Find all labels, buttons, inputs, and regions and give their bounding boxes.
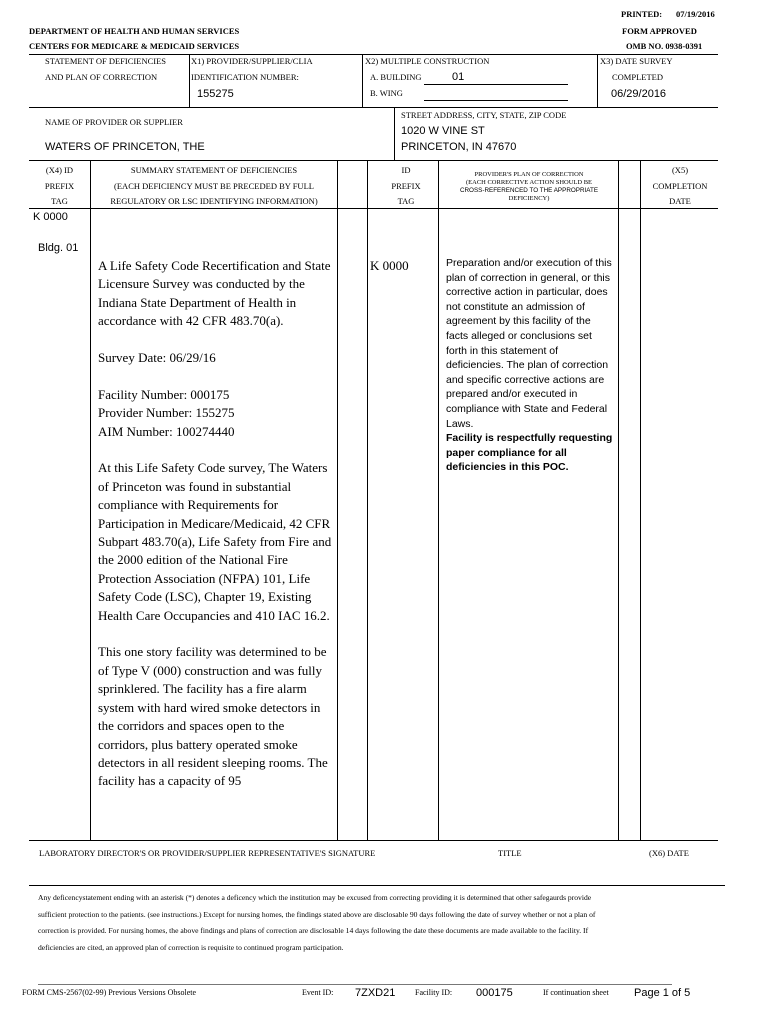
summary-header-2: (EACH DEFICIENCY MUST BE PRECEDED BY FULL xyxy=(114,181,314,191)
x4-header-2: PREFIX xyxy=(44,181,75,191)
provider-id-value: 155275 xyxy=(197,88,234,100)
page-number: Page 1 of 5 xyxy=(634,987,691,999)
poc-statement: Preparation and/or execution of this plan of correction in general, or this corrective action in particular, does not constitute an admission of agreement by this facility of the facts alleged or conclusions set forth in this statement of deficiencies. The plan of correction and specific corrective actions are prepared and/or executed in compliance with State and Federal Laws. xyxy=(446,257,612,430)
summary-header-1: SUMMARY STATEMENT OF DEFICIENCIES xyxy=(130,165,298,175)
provider-name: WATERS OF PRINCETON, THE xyxy=(45,141,205,153)
form-number: FORM CMS-2567(02-99) Previous Versions Obsolete xyxy=(22,988,197,997)
signature-bottom-border xyxy=(29,885,725,886)
x1-label-2: IDENTIFICATION NUMBER: xyxy=(191,72,299,82)
divider-address xyxy=(394,107,395,160)
form-approved: FORM APPROVED xyxy=(622,26,697,36)
statement-label-2: AND PLAN OF CORRECTION xyxy=(45,72,158,82)
poc-header-1: PROVIDER'S PLAN OF CORRECTION xyxy=(474,171,584,178)
building-underline xyxy=(424,84,568,85)
disclosure-footnote: Any deficencystatement ending with an asterisk (*) denotes a deficency which the institution may be excused from correcting providing it is determined that other safegaurds provide sufficient protection to the patients. (see instructions.) Except for nursing homes, the findings stated above are disclosable 90 days following the date of survey whether or not a plan of correction is provided. For nursing homes, the above findings and plans of correction are disclosable 14 days following the date these documents are made available to the facility. If deficiencies are cited, an approved plan of correction is requisite to continued program participation. xyxy=(38,893,596,952)
signature-label: LABORATORY DIRECTOR'S OR PROVIDER/SUPPLIER REPRESENTATIVE'S SIGNATURE xyxy=(39,848,376,858)
x3-label-1: X3) DATE SURVEY xyxy=(600,56,673,66)
date-label: (X6) DATE xyxy=(649,848,689,858)
id-header-3: TAG xyxy=(397,196,415,206)
col-divider-1 xyxy=(90,160,91,840)
table-bottom-border xyxy=(29,840,718,841)
facility-id-value: 000175 xyxy=(476,987,513,999)
col-divider-4 xyxy=(438,160,439,840)
omb-number: OMB NO. 0938-0391 xyxy=(626,41,703,51)
poc-header-3: CROSS-REFERENCED TO THE APPROPRIATE xyxy=(459,187,599,194)
tag-left: K 0000 xyxy=(33,211,68,223)
id-header-2: PREFIX xyxy=(391,181,421,191)
wing-underline xyxy=(424,100,568,101)
form-row-divider xyxy=(29,107,718,108)
id-header-1: ID xyxy=(401,165,411,175)
x4-header-3: TAG xyxy=(51,196,68,206)
x5-header-1: (X5) xyxy=(671,165,689,175)
paragraph-survey: A Life Safety Code Recertification and State Licensure Survey was conducted by the Indiana State Department of Health in accordance with 42 CFR 483.70(a). xyxy=(98,258,331,329)
building-number: Bldg. 01 xyxy=(38,242,79,254)
address-line-2: PRINCETON, IN 47670 xyxy=(401,141,517,153)
survey-date-value: 06/29/2016 xyxy=(611,88,667,100)
provider-number: Provider Number: 155275 xyxy=(98,405,235,421)
event-id-label: Event ID: xyxy=(302,988,334,997)
paragraph-compliance: At this Life Safety Code survey, The Waters of Princeton was found in substantial compliance with Requirements for Participation in Medicare/Medicaid, 42 CFR Subpart 483.70(a), Life Safety from Fire and the 2000 edition of the National Fire Protection Association (NFPA) 101, Life Safety Code (LSC), Chapter 19, Existing Health Care Occupancies and 410 IAC 16.2. xyxy=(98,460,332,623)
centers-title: CENTERS FOR MEDICARE & MEDICAID SERVICES xyxy=(29,41,240,51)
address-line-1: 1020 W VINE ST xyxy=(401,125,485,137)
wing-label: B. WING xyxy=(370,88,403,98)
continuation-label: If continuation sheet xyxy=(543,988,609,997)
poc-header-4: DEFICIENCY) xyxy=(508,195,550,202)
x3-label-2: COMPLETED xyxy=(612,72,663,82)
x4-header-1: (X4) ID xyxy=(45,165,74,175)
plan-of-correction xyxy=(446,256,614,475)
paragraph-construction: This one story facility was determined to be of Type V (000) construction and was fully sprinklered. The facility has a fire alarm system with hard wired smoke detectors in the corridors and spaces open to the corridors, plus battery operated smoke detectors in all resident sleeping rooms. The facility has a capacity of 95 xyxy=(98,644,328,789)
poc-header-2: (EACH CORRECTIVE ACTION SHOULD BE xyxy=(465,179,593,186)
aim-number: AIM Number: 100274440 xyxy=(98,423,235,439)
tag-right: K 0000 xyxy=(370,258,409,273)
paragraph-survey-date: Survey Date: 06/29/16 xyxy=(98,350,216,366)
col-divider-2 xyxy=(337,160,338,840)
x5-header-3: DATE xyxy=(669,196,691,206)
x1-label-1: X1) PROVIDER/SUPPLIER/CLIA xyxy=(191,56,313,66)
printed-label: PRINTED: xyxy=(621,9,663,19)
building-label: A. BUILDING xyxy=(370,72,422,82)
divider-x1 xyxy=(189,54,190,107)
printed-date: 07/19/2016 xyxy=(676,9,715,19)
address-label: STREET ADDRESS, CITY, STATE, ZIP CODE xyxy=(401,110,567,120)
col-divider-3 xyxy=(367,160,368,840)
facility-id-label: Facility ID: xyxy=(415,988,453,997)
summary-statement xyxy=(98,257,334,791)
building-value: 01 xyxy=(452,71,465,83)
form-top-border xyxy=(29,54,718,55)
department-title: DEPARTMENT OF HEALTH AND HUMAN SERVICES xyxy=(29,26,240,36)
title-label: TITLE xyxy=(498,848,522,858)
x2-label: X2) MULTIPLE CONSTRUCTION xyxy=(365,56,490,66)
provider-name-label: NAME OF PROVIDER OR SUPPLIER xyxy=(45,117,183,127)
facility-number: Facility Number: 000175 xyxy=(98,386,230,402)
divider-x3 xyxy=(597,54,598,107)
form-row-divider-2 xyxy=(29,160,718,161)
x5-header-2: COMPLETION xyxy=(652,181,708,191)
footer-rule xyxy=(38,984,672,985)
event-id-value: 7ZXD21 xyxy=(355,987,396,999)
col-divider-6 xyxy=(640,160,641,840)
poc-bold-statement: Facility is respectfully requesting paper compliance for all deficiencies in this POC. xyxy=(446,432,613,474)
statement-label-1: STATEMENT OF DEFICIENCIES xyxy=(45,56,167,66)
col-divider-5 xyxy=(618,160,619,840)
columns-header-bottom xyxy=(29,208,718,209)
summary-header-3: REGULATORY OR LSC IDENTIFYING INFORMATION) xyxy=(110,196,318,206)
divider-x2 xyxy=(362,54,363,107)
